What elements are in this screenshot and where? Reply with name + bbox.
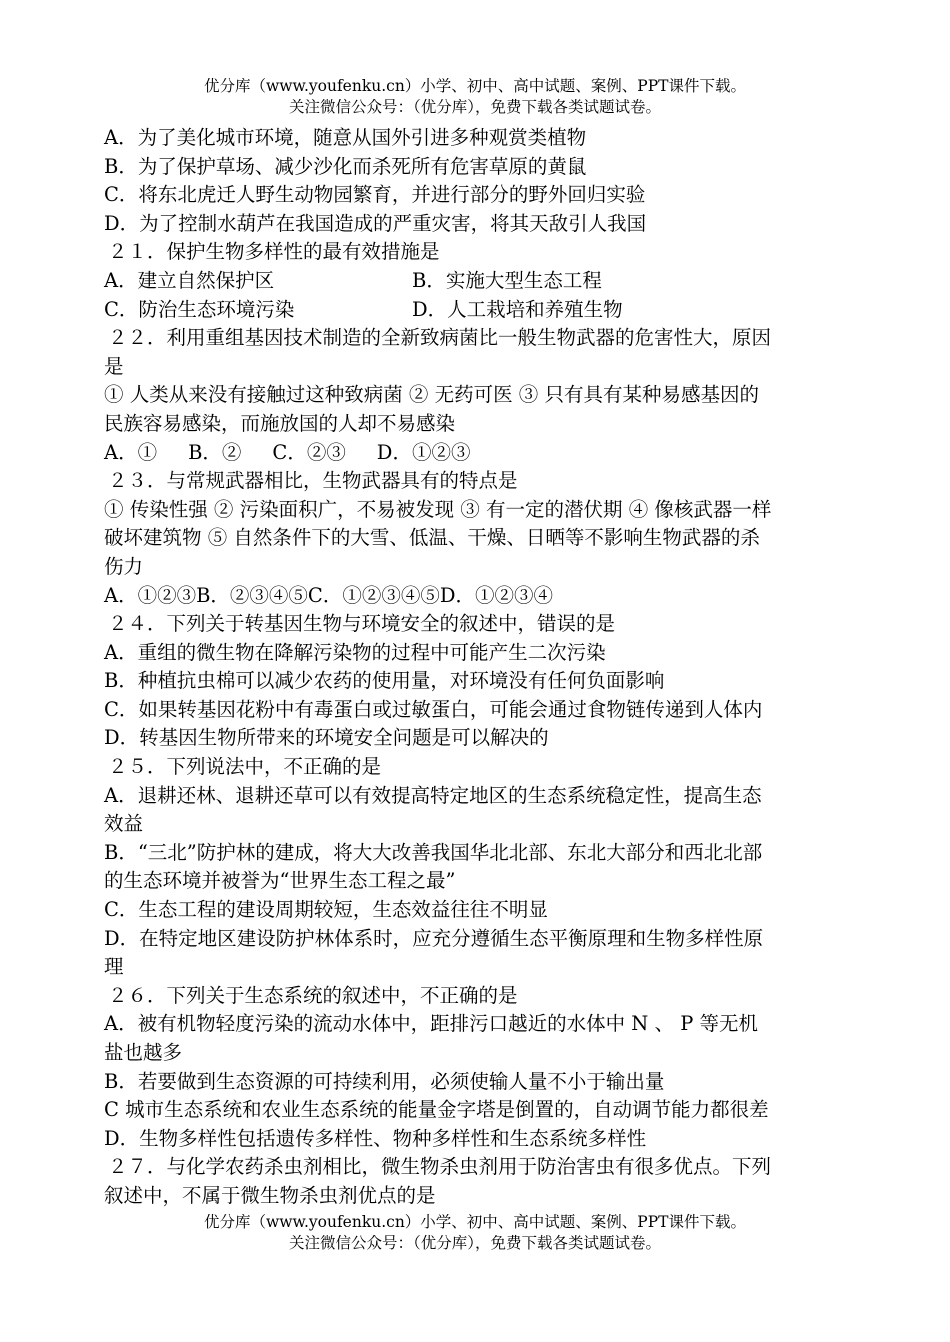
- q20-option-d: D．为了控制水葫芦在我国造成的严重灾害，将其天敌引人我国: [104, 211, 647, 235]
- header-line-1: 优分库（www.youfenku.cn）小学、初中、高中试题、案例、PPT课件下载。: [203, 77, 747, 95]
- q22-items-line-2: 民族容易感染，而施放国的人却不易感染: [104, 411, 456, 435]
- q21-options-row-1: [104, 267, 850, 296]
- q26-option-b: B．若要做到生态资源的可持续利用，必须使输人量不小于输出量: [104, 1069, 665, 1093]
- q25-option-a-line-1: A．退耕还林、退耕还草可以有效提高特定地区的生态系统稳定性，提高生态: [104, 783, 762, 807]
- q25-option-b-line-2: 的生态环境并被誉为“世界生态工程之最”: [104, 869, 456, 893]
- q26-option-a-line-1: A．被有机物轻度污染的流动水体中，距排污口越近的水体中 N 、 P 等无机: [104, 1012, 759, 1036]
- question-body: [104, 124, 850, 1211]
- q21-option-c: C．防治生态环境污染: [104, 297, 295, 321]
- q25-option-c: C．生态工程的建设周期较短，生态效益往往不明显: [104, 898, 548, 922]
- q25-option-a-line-2: 效益: [104, 812, 144, 836]
- q24-option-c: C．如果转基因花粉中有毒蛋白或过敏蛋白，可能会通过食物链传递到人体内: [104, 697, 763, 721]
- q24-stem: ２４．下列关于转基因生物与环境安全的叙述中，错误的是: [108, 612, 616, 636]
- q22-items-line-1: ① 人类从来没有接触过这种致病菌 ② 无药可医 ③ 只有具有某种易感基因的: [104, 383, 759, 407]
- q23-items-line-2: 破坏建筑物 ⑤ 自然条件下的大雪、低温、干燥、日晒等不影响生物武器的杀: [104, 526, 760, 550]
- footer-line-1: 优分库（www.youfenku.cn）小学、初中、高中试题、案例、PPT课件下载。: [203, 1213, 747, 1231]
- q23-items-line-3: 伤力: [104, 554, 144, 578]
- q24-option-d: D．转基因生物所带来的环境安全问题是可以解决的: [104, 726, 549, 750]
- q20-option-c: C．将东北虎迁人野生动物园繁育，并进行部分的野外回归实验: [104, 183, 646, 207]
- q22-stem-line-1: ２２．利用重组基因技术制造的全新致病菌比一般生物武器的危害性大，原因: [108, 326, 772, 350]
- q20-option-b: B．为了保护草场、减少沙化而杀死所有危害草原的黄鼠: [104, 154, 587, 178]
- q21-option-a: A．建立自然保护区: [104, 268, 275, 292]
- q26-option-d: D．生物多样性包括遗传多样性、物种多样性和生态系统多样性: [104, 1126, 647, 1150]
- q21-options-row-2: [104, 296, 850, 325]
- q21-option-b: B．实施大型生态工程: [412, 268, 602, 292]
- q26-option-a-line-2: 盐也越多: [104, 1041, 183, 1064]
- q27-stem-line-2: 叙述中，不属于微生物杀虫剂优点的是: [104, 1183, 436, 1207]
- q25-option-b-line-1: B．“三北”防护林的建成，将大大改善我国华北北部、东北大部分和西北北部: [104, 840, 763, 864]
- q25-option-d-line-1: D．在特定地区建设防护林体系时，应充分遵循生态平衡原理和生物多样性原: [104, 926, 764, 950]
- q24-option-a: A．重组的微生物在降解污染物的过程中可能产生二次污染: [104, 640, 606, 664]
- page-header: [0, 76, 950, 118]
- q21-stem: ２１．保护生物多样性的最有效措施是: [108, 240, 440, 264]
- q23-items-line-1: ① 传染性强 ② 污染面积广，不易被发现 ③ 有一定的潜伏期 ④ 像核武器一样: [104, 497, 772, 521]
- q22-options: A．① B．② C．②③ D．①②③: [104, 440, 471, 464]
- q23-options: A．①②③B．②③④⑤C．①②③④⑤D．①②③④: [104, 583, 553, 607]
- page-footer: [0, 1212, 950, 1254]
- header-line-2: 关注微信公众号：（优分库），免费下载各类试题试卷。: [288, 98, 661, 116]
- q26-stem: ２６．下列关于生态系统的叙述中，不正确的是: [108, 983, 518, 1007]
- q22-stem-line-2: 是: [104, 354, 124, 378]
- q26-option-c: C 城市生态系统和农业生态系统的能量金字塔是倒置的，自动调节能力都很差: [104, 1098, 769, 1122]
- q25-option-d-line-2: 理: [104, 955, 124, 979]
- q24-option-b: B．种植抗虫棉可以减少农药的使用量，对环境没有任何负面影响: [104, 669, 665, 693]
- footer-line-2: 关注微信公众号：（优分库），免费下载各类试题试卷。: [288, 1234, 661, 1252]
- q21-option-d: D．人工栽培和养殖生物: [412, 297, 623, 321]
- q27-stem-line-1: ２７．与化学农药杀虫剂相比，微生物杀虫剂用于防治害虫有很多优点。下列: [108, 1155, 772, 1179]
- q23-stem: ２３．与常规武器相比，生物武器具有的特点是: [108, 469, 518, 493]
- q25-stem: ２５．下列说法中，不正确的是: [108, 755, 382, 779]
- q20-option-a: A．为了美化城市环境，随意从国外引进多种观赏类植物: [104, 126, 587, 149]
